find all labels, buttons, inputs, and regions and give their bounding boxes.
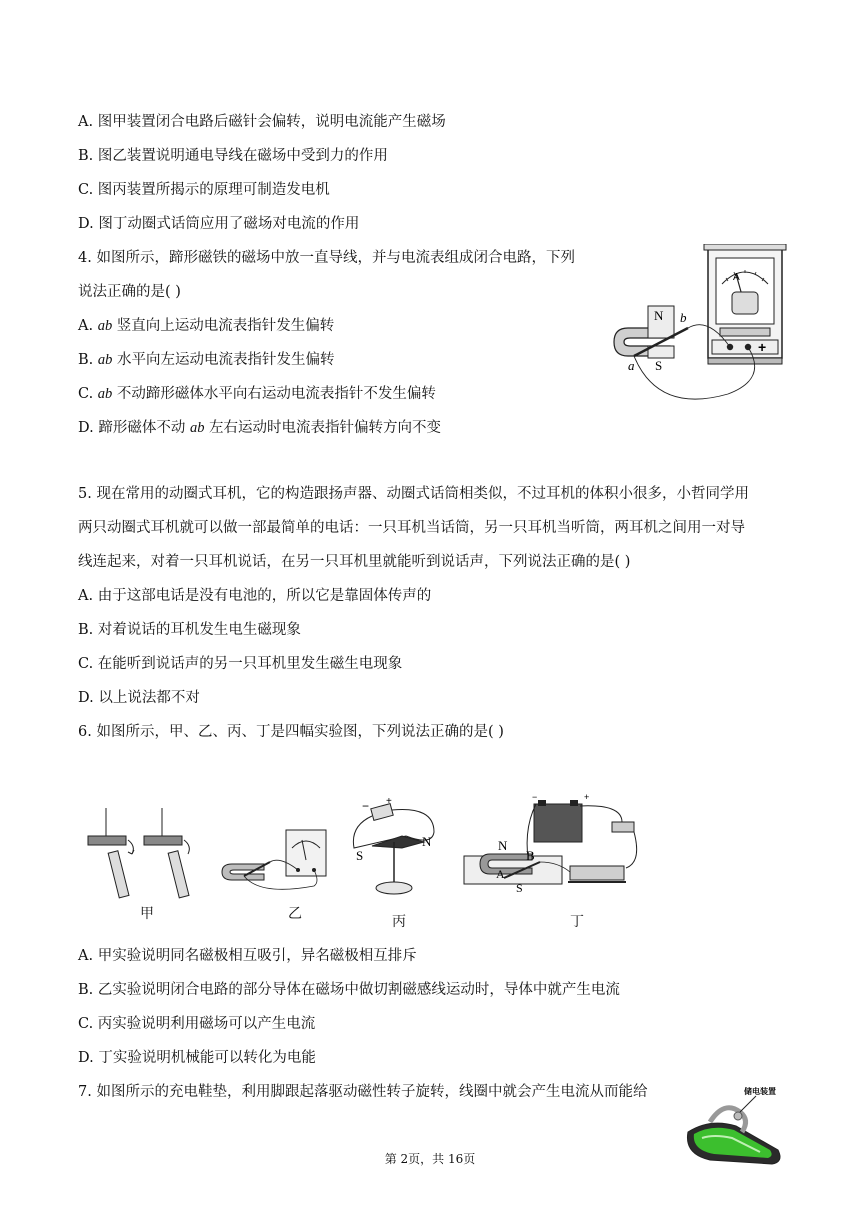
q5-stem-line3: 线连起来，对着一只耳机说话，在另一只耳机里就能听到说话声，下列说法正确的是( ) [78,554,631,570]
q6-ding-A: A [496,867,505,881]
q4-fig-N: N [654,308,664,323]
q5-stem-line2: 两只动圈式耳机就可以做一部最简单的电话：一只耳机当话筒，另一只耳机当听筒，两耳机之间用一对导 [78,520,745,536]
q6-option-a: A. 甲实验说明同名磁极相互吸引，异名磁极相互排斥 [78,948,417,964]
q4-fig-S: S [655,358,663,373]
q3-option-c: C. 图丙装置所揭示的原理可制造发电机 [78,182,330,198]
q6-figure-ding [462,792,646,912]
q4-stem-line2: 说法正确的是( ) [78,284,181,300]
q6-label-jia: 甲 [140,906,154,922]
q6-option-b: B. 乙实验说明闭合电路的部分导体在磁场中做切割磁感线运动时，导体中就产生电流 [78,982,620,998]
q4-fig-a: a [628,358,635,373]
q4-fig-plus: + [758,339,767,355]
q6-option-c: C. 丙实验说明利用磁场可以产生电流 [78,1016,316,1032]
q6-bing-S: S [356,848,364,863]
q6-ding-N: N [498,838,508,853]
q3-option-d: D. 图丁动圈式话筒应用了磁场对电流的作用 [78,216,360,232]
q6-stem: 6. 如图所示，甲、乙、丙、丁是四幅实验图，下列说法正确的是( ) [78,724,504,740]
q4-figure [608,244,798,406]
q5-option-a: A. 由于这部电话是没有电池的，所以它是靠固体传声的 [78,588,432,604]
q5-stem-line1: 5. 现在常用的动圈式耳机，它的构造跟扬声器、动圈式话筒相类似，不过耳机的体积小很多，小哲同学用 [78,486,749,502]
q4-fig-A: A [733,272,740,283]
q4-option-b: B. ab 水平向左运动电流表指针发生偏转 [78,352,335,368]
q4-fig-b: b [680,310,687,325]
q6-figure-bing [344,796,448,906]
q6-ding-plus: + [584,792,590,802]
q4-option-a: A. ab 竖直向上运动电流表指针发生偏转 [78,318,335,334]
q7-stem-line1: 7. 如图所示的充电鞋垫，利用脚跟起落驱动磁性转子旋转，线圈中就会产生电流从而能给 [78,1084,648,1100]
q6-label-bing: 丙 [392,914,406,930]
q7-fig-label: 储电装置 [744,1087,776,1096]
q3-option-a: A. 图甲装置闭合电路后磁针会偏转，说明电流能产生磁场 [78,114,446,130]
q6-label-ding: 丁 [570,914,584,930]
q5-option-c: C. 在能听到说话声的另一只耳机里发生磁生电现象 [78,656,403,672]
q4-option-d: D. 蹄形磁体不动 ab 左右运动时电流表指针偏转方向不变 [78,420,442,436]
q6-figure-yi [220,826,330,894]
q6-bing-N: N [422,834,432,849]
q6-bing-plus: + [386,796,392,807]
q6-label-yi: 乙 [288,906,302,922]
q6-bing-minus: − [362,799,370,813]
q4-stem-line1: 4. 如图所示，蹄形磁铁的磁场中放一直导线，并与电流表组成闭合电路，下列 [78,250,575,266]
q3-option-b: B. 图乙装置说明通电导线在磁场中受到力的作用 [78,148,388,164]
q6-ding-minus: − [532,792,538,802]
q5-option-b: B. 对着说话的耳机发生电生磁现象 [78,622,301,638]
q6-figure-jia [82,806,202,916]
q6-ding-B: B [526,848,535,863]
q6-option-d: D. 丁实验说明机械能可以转化为电能 [78,1050,316,1066]
q5-option-d: D. 以上说法都不对 [78,690,200,706]
page-footer: 第 2页，共 16页 [384,1152,476,1166]
q6-ding-S: S [516,881,523,895]
q4-option-c: C. ab 不动蹄形磁体水平向右运动电流表指针不发生偏转 [78,386,436,402]
